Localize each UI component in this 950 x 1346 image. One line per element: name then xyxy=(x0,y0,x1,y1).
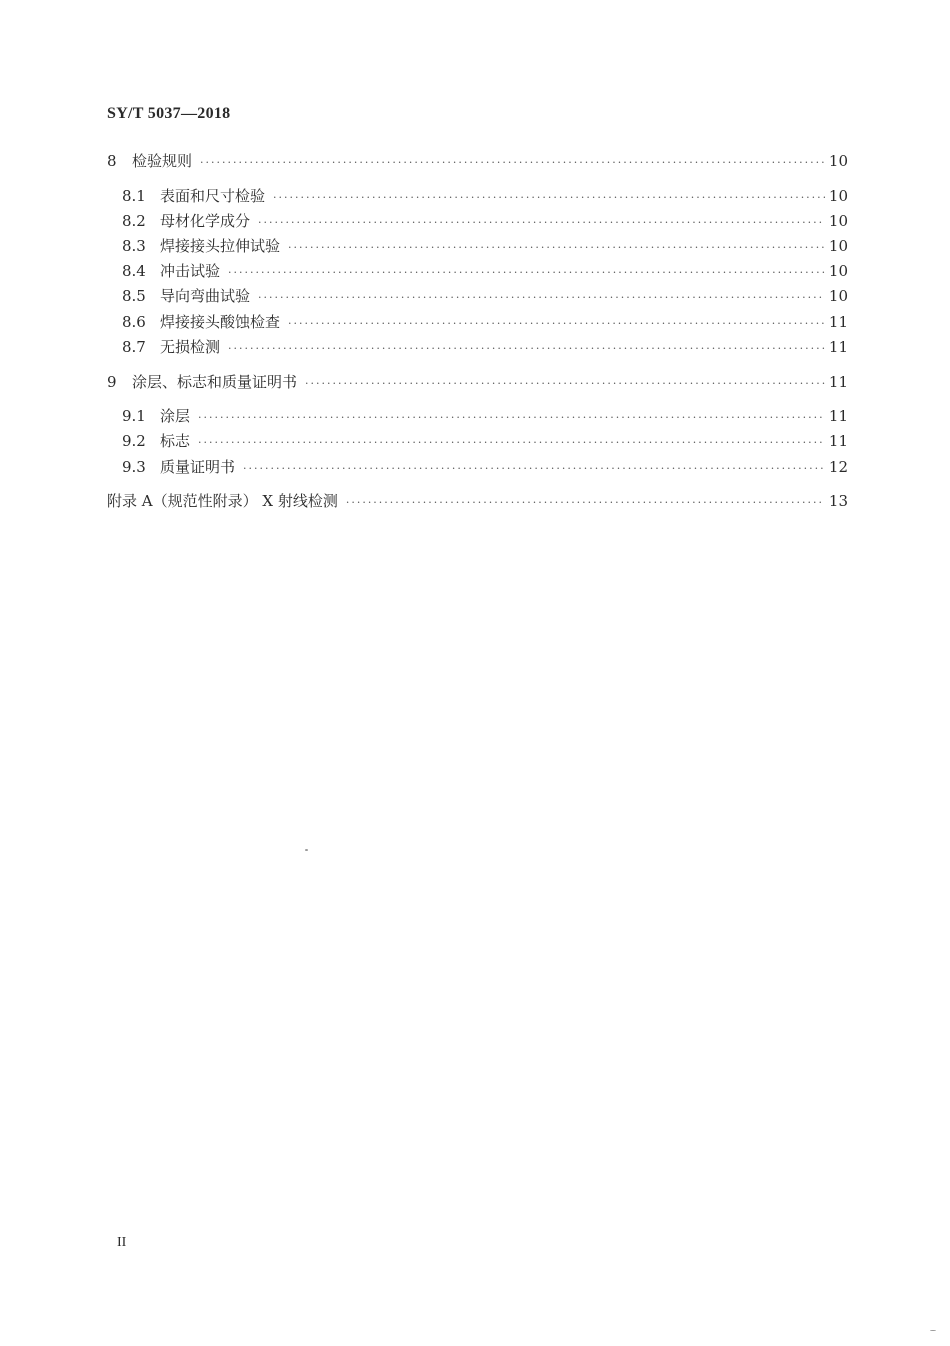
toc-entry-title: 表面和尺寸检验 xyxy=(160,187,266,205)
toc-entry-page: 12 xyxy=(828,458,848,476)
toc-entry-number: 9.1 xyxy=(122,407,146,425)
toc-entry-page: 11 xyxy=(828,432,848,450)
toc-dot-leader xyxy=(305,373,825,395)
toc-entry-title: 导向弯曲试验 xyxy=(160,287,251,305)
toc-entry-page: 13 xyxy=(828,492,848,510)
toc-entry-title: 无损检测 xyxy=(160,338,221,356)
toc-entry-title: 焊接接头酸蚀检查 xyxy=(160,313,281,331)
toc-dot-leader xyxy=(273,187,825,209)
toc-entry-number: 9.3 xyxy=(122,458,146,476)
toc-entry-8-4[interactable] xyxy=(122,260,848,282)
toc-entry-8[interactable] xyxy=(107,150,848,172)
toc-dot-leader xyxy=(258,212,825,234)
toc-entry-8-2[interactable] xyxy=(122,210,848,232)
toc-dot-leader xyxy=(243,458,825,480)
toc-entry-page: 11 xyxy=(828,338,848,356)
toc-entry-page: 10 xyxy=(828,152,848,170)
toc-dot-leader xyxy=(198,432,825,454)
toc-entry-number: 8.6 xyxy=(122,313,146,331)
toc-entry-page: 10 xyxy=(828,187,848,205)
toc-dot-leader xyxy=(346,492,825,514)
toc-dot-leader xyxy=(288,313,825,335)
toc-dot-leader xyxy=(228,338,825,360)
toc-entry-title: 标志 xyxy=(160,432,191,450)
toc-entry-8-6[interactable] xyxy=(122,311,848,333)
toc-dot-leader xyxy=(200,152,825,174)
toc-entry-title: 检验规则 xyxy=(132,152,193,170)
toc-entry-page: 11 xyxy=(828,313,848,331)
toc-entry-number: 8.2 xyxy=(122,212,146,230)
toc-dot-leader xyxy=(198,407,825,429)
toc-entry-number: 8.3 xyxy=(122,237,146,255)
toc-entry-8-1[interactable] xyxy=(122,185,848,207)
toc-dot-leader xyxy=(288,237,825,259)
toc-entry-number: 9 xyxy=(107,373,117,391)
toc-entry-8-7[interactable] xyxy=(122,336,848,358)
toc-entry-title: 冲击试验 xyxy=(160,262,221,280)
toc-entry-title: 焊接接头拉伸试验 xyxy=(160,237,281,255)
toc-entry-number: 8 xyxy=(107,152,117,170)
toc-entry-number: 9.2 xyxy=(122,432,146,450)
toc-entry-page: 10 xyxy=(828,262,848,280)
page-number: II xyxy=(117,1235,127,1250)
toc-entry-number: 8.1 xyxy=(122,187,146,205)
toc-entry-page: 10 xyxy=(828,212,848,230)
toc-entry-8-3[interactable] xyxy=(122,235,848,257)
toc-entry-page: 10 xyxy=(828,287,848,305)
toc-entry-title: 质量证明书 xyxy=(160,458,236,476)
toc-entry-number: 8.5 xyxy=(122,287,146,305)
toc-entry-title: 涂层 xyxy=(160,407,191,425)
scan-speck xyxy=(930,1330,936,1331)
toc-dot-leader xyxy=(258,287,825,309)
toc-entry-title: 母材化学成分 xyxy=(160,212,251,230)
toc-entry-9[interactable] xyxy=(107,371,848,393)
scan-speck xyxy=(305,849,308,851)
toc-entry-number: 8.7 xyxy=(122,338,146,356)
toc-entry-title: 附录 A（规范性附录） X 射线检测 xyxy=(107,492,338,510)
toc-entry-9-2[interactable] xyxy=(122,430,848,452)
toc-entry-page: 10 xyxy=(828,237,848,255)
toc-dot-leader xyxy=(228,262,825,284)
toc-entry-appendix-a[interactable] xyxy=(107,490,848,512)
toc-entry-9-3[interactable] xyxy=(122,456,848,478)
toc-entry-title: 涂层、标志和质量证明书 xyxy=(132,373,298,391)
toc-entry-8-5[interactable] xyxy=(122,285,848,307)
toc-entry-number: 8.4 xyxy=(122,262,146,280)
toc-entry-page: 11 xyxy=(828,407,848,425)
toc-entry-page: 11 xyxy=(828,373,848,391)
standard-code-header: SY/T 5037—2018 xyxy=(107,105,231,122)
toc-entry-9-1[interactable] xyxy=(122,405,848,427)
